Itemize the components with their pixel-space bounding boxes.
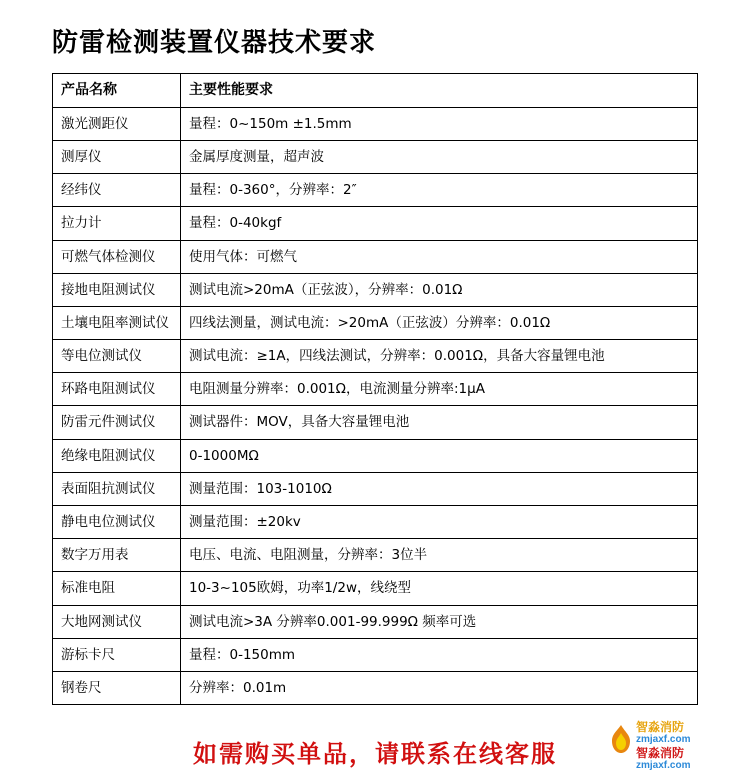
cell-product-name: 经纬仪 (53, 174, 181, 207)
cell-product-name: 数字万用表 (53, 539, 181, 572)
watermark-brand-bottom: 智淼消防 (636, 745, 685, 760)
cell-requirement: 量程：0-360°，分辨率：2″ (181, 174, 698, 207)
flame-icon (608, 724, 634, 754)
cell-product-name: 防雷元件测试仪 (53, 406, 181, 439)
cell-requirement: 电阻测量分辨率：0.001Ω，电流测量分辨率:1μA (181, 373, 698, 406)
cell-requirement: 测量范围：±20kv (181, 506, 698, 539)
table-row (53, 107, 698, 140)
cell-product-name: 环路电阻测试仪 (53, 373, 181, 406)
cell-product-name: 钢卷尺 (53, 671, 181, 704)
cell-requirement: 量程：0-150mm (181, 638, 698, 671)
table-row (53, 472, 698, 505)
cell-product-name: 等电位测试仪 (53, 340, 181, 373)
cell-product-name: 土壤电阻率测试仪 (53, 306, 181, 339)
table-row (53, 340, 698, 373)
watermark-brand-top: 智淼消防 (636, 720, 685, 734)
table-row (53, 207, 698, 240)
watermark-domain-bottom: zmjaxf.com (636, 760, 691, 772)
table-row (53, 273, 698, 306)
table-row (53, 373, 698, 406)
cell-requirement: 测试电流：≥1A，四线法测试，分辨率：0.001Ω，具备大容量锂电池 (181, 340, 698, 373)
table-row (53, 638, 698, 671)
table-row (53, 439, 698, 472)
cell-product-name: 接地电阻测试仪 (53, 273, 181, 306)
cell-requirement: 测试电流>3A 分辨率0.001-99.999Ω 频率可选 (181, 605, 698, 638)
table-row (53, 572, 698, 605)
cell-product-name: 激光测距仪 (53, 107, 181, 140)
cell-requirement: 0-1000MΩ (181, 439, 698, 472)
table-row (53, 671, 698, 704)
table-row (53, 605, 698, 638)
cell-product-name: 可燃气体检测仪 (53, 240, 181, 273)
table-row (53, 240, 698, 273)
cell-requirement: 测试器件：MOV，具备大容量锂电池 (181, 406, 698, 439)
watermark-domain-top: zmjaxf.com (636, 734, 691, 746)
cell-requirement: 使用气体：可燃气 (181, 240, 698, 273)
cell-product-name: 测厚仪 (53, 140, 181, 173)
table-row (53, 506, 698, 539)
watermark-text-block (636, 720, 690, 772)
cell-product-name: 表面阻抗测试仪 (53, 472, 181, 505)
cell-product-name: 绝缘电阻测试仪 (53, 439, 181, 472)
cell-product-name: 大地网测试仪 (53, 605, 181, 638)
cell-product-name: 游标卡尺 (53, 638, 181, 671)
footer-promo-text: 如需购买单品，请联系在线客服 (193, 740, 557, 768)
cell-requirement: 10-3~105欧姆，功率1/2w，线绕型 (181, 572, 698, 605)
spec-table-body (53, 74, 698, 705)
table-row (53, 539, 698, 572)
cell-requirement: 电压、电流、电阻测量，分辨率：3位半 (181, 539, 698, 572)
cell-requirement: 量程：0~150m ±1.5mm (181, 107, 698, 140)
cell-requirement: 分辨率：0.01m (181, 671, 698, 704)
spec-table (52, 73, 698, 705)
cell-requirement: 量程：0-40kgf (181, 207, 698, 240)
cell-requirement: 金属厚度测量，超声波 (181, 140, 698, 173)
watermark (606, 716, 744, 776)
cell-product-name: 拉力计 (53, 207, 181, 240)
table-header-row (53, 74, 698, 108)
cell-requirement: 测量范围：103-1010Ω (181, 472, 698, 505)
cell-product-name: 静电电位测试仪 (53, 506, 181, 539)
table-row (53, 174, 698, 207)
cell-product-name: 标准电阻 (53, 572, 181, 605)
page-title: 防雷检测装置仪器技术要求 (52, 28, 377, 58)
table-row (53, 406, 698, 439)
table-row (53, 306, 698, 339)
table-row (53, 140, 698, 173)
table-header-product-name: 产品名称 (53, 74, 181, 108)
cell-requirement: 测试电流>20mA（正弦波），分辨率：0.01Ω (181, 273, 698, 306)
cell-requirement: 四线法测量，测试电流：>20mA（正弦波）分辨率：0.01Ω (181, 306, 698, 339)
table-header-requirement: 主要性能要求 (181, 74, 698, 108)
